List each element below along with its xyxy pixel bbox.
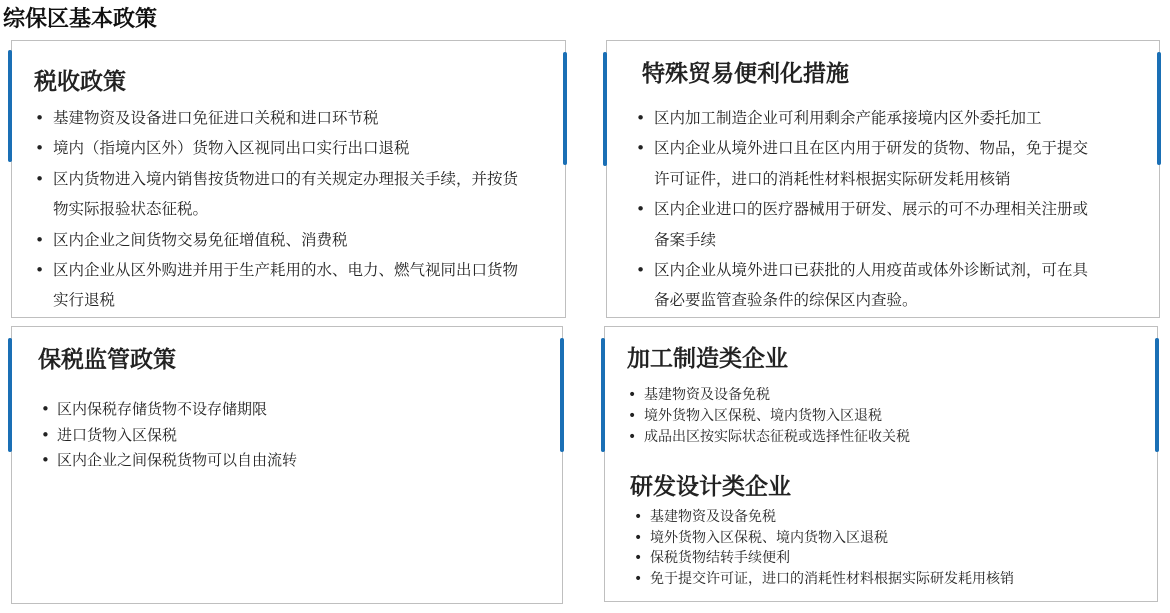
trade-facilitation-list [636,103,1088,316]
list-item-text: 进口货物入区保税 [57,425,178,444]
trade-facilitation-title: 特殊贸易便利化措施 [642,61,849,87]
bullet-icon: • [634,570,643,587]
panel-accent-bar-left [603,52,607,166]
panel-accent-bar-right [563,52,567,165]
list-item [41,448,297,474]
bonded-supervision-title: 保税监管政策 [38,347,176,373]
manufacturing-list [628,385,910,448]
list-item-text: 区内企业进口的医疗器械用于研发、展示的可不办理相关注册或 [654,200,1089,219]
list-item-text: 成品出区按实际状态征税或选择性征收关税 [644,429,910,445]
list-item-text: 区内货物进入境内销售按货物进口的有关规定办理报关手续，并按货 [53,169,519,188]
bonded-supervision-list [41,397,297,474]
bullet-icon: • [35,139,45,158]
bullet-icon: • [35,230,45,249]
list-item [41,423,297,449]
list-item [628,385,910,406]
list-item-text: 境外货物入区保税、境内货物入区退税 [644,408,882,424]
list-item-text: 保税货物结转手续便利 [650,550,790,566]
bullet-icon: • [634,509,643,525]
list-item-text: 境内（指境内区外）货物入区视同出口实行出口退税 [53,139,410,158]
tax-policy-list [35,103,518,316]
list-item [636,103,1088,133]
rnd-title: 研发设计类企业 [630,474,791,500]
list-item [41,397,297,423]
list-item-text: 免于提交许可证，进口的消耗性材料根据实际研发耗用核销 [650,570,1014,587]
tax-policy-title: 税收政策 [34,69,126,95]
list-item [636,255,1088,316]
bullet-icon: • [41,451,50,469]
list-item-text: 区内企业从境外进口已获批的人用疫苗或体外诊断试剂，可在具 [654,261,1089,280]
bullet-icon: • [628,387,637,403]
list-item [35,164,518,225]
list-item [35,255,518,316]
panel-accent-bar-right [1155,338,1159,452]
bullet-icon: • [628,408,637,424]
panel-accent-bar-left [601,338,605,452]
list-item [35,103,518,133]
list-item [35,225,518,255]
manufacturing-title: 加工制造类企业 [627,346,788,372]
bullet-icon: • [636,139,646,158]
panel-accent-bar-left [8,50,12,162]
list-item-text: 区内保税存储货物不设存储期限 [57,400,268,418]
bullet-icon: • [636,109,646,127]
list-item-text: 基建物资及设备免税 [650,509,776,525]
list-item [634,507,1014,528]
list-item [636,133,1088,194]
list-item-text: 许可证件，进口的消耗性材料根据实际研发耗用核销 [654,169,1011,188]
panel-accent-bar-left [8,338,12,452]
rnd-list [634,507,1014,589]
list-item-text: 基建物资及设备进口免征进口关税和进口环节税 [53,109,379,127]
bullet-icon: • [634,529,643,546]
list-item-text: 备必要监管查验条件的综保区内查验。 [654,291,918,310]
list-item-text: 区内企业之间保税货物可以自由流转 [57,451,298,469]
list-item [634,528,1014,549]
bullet-icon: • [636,200,646,219]
bullet-icon: • [35,261,45,280]
bullet-icon: • [41,400,50,418]
page-title: 综保区基本政策 [3,7,158,32]
list-item-text: 实行退税 [53,291,116,310]
list-item-text: 区内企业从区外购进并用于生产耗用的水、电力、燃气视同出口货物 [53,261,519,280]
panel-accent-bar-right [560,338,564,452]
list-item [634,569,1014,590]
list-item [35,133,518,163]
list-item-text: 区内企业之间货物交易免征增值税、消费税 [53,230,348,249]
list-item-text: 区内加工制造企业可利用剩余产能承接境内区外委托加工 [654,109,1042,127]
bullet-icon: • [628,429,637,445]
panel-accent-bar-right [1157,52,1161,165]
bullet-icon: • [636,261,646,280]
list-item [628,427,910,448]
list-item-text: 备案手续 [654,230,717,249]
bullet-icon: • [634,550,643,566]
bullet-icon: • [35,109,45,127]
bullet-icon: • [41,425,50,444]
list-item-text: 区内企业从境外进口且在区内用于研发的货物、物品，免于提交 [654,139,1089,158]
list-item-text: 基建物资及设备免税 [644,387,770,403]
list-item-text: 物实际报验状态征税。 [53,200,209,219]
list-item-text: 境外货物入区保税、境内货物入区退税 [650,529,888,546]
list-item [634,548,1014,569]
bullet-icon: • [35,169,45,188]
list-item [628,406,910,427]
list-item [636,194,1088,255]
